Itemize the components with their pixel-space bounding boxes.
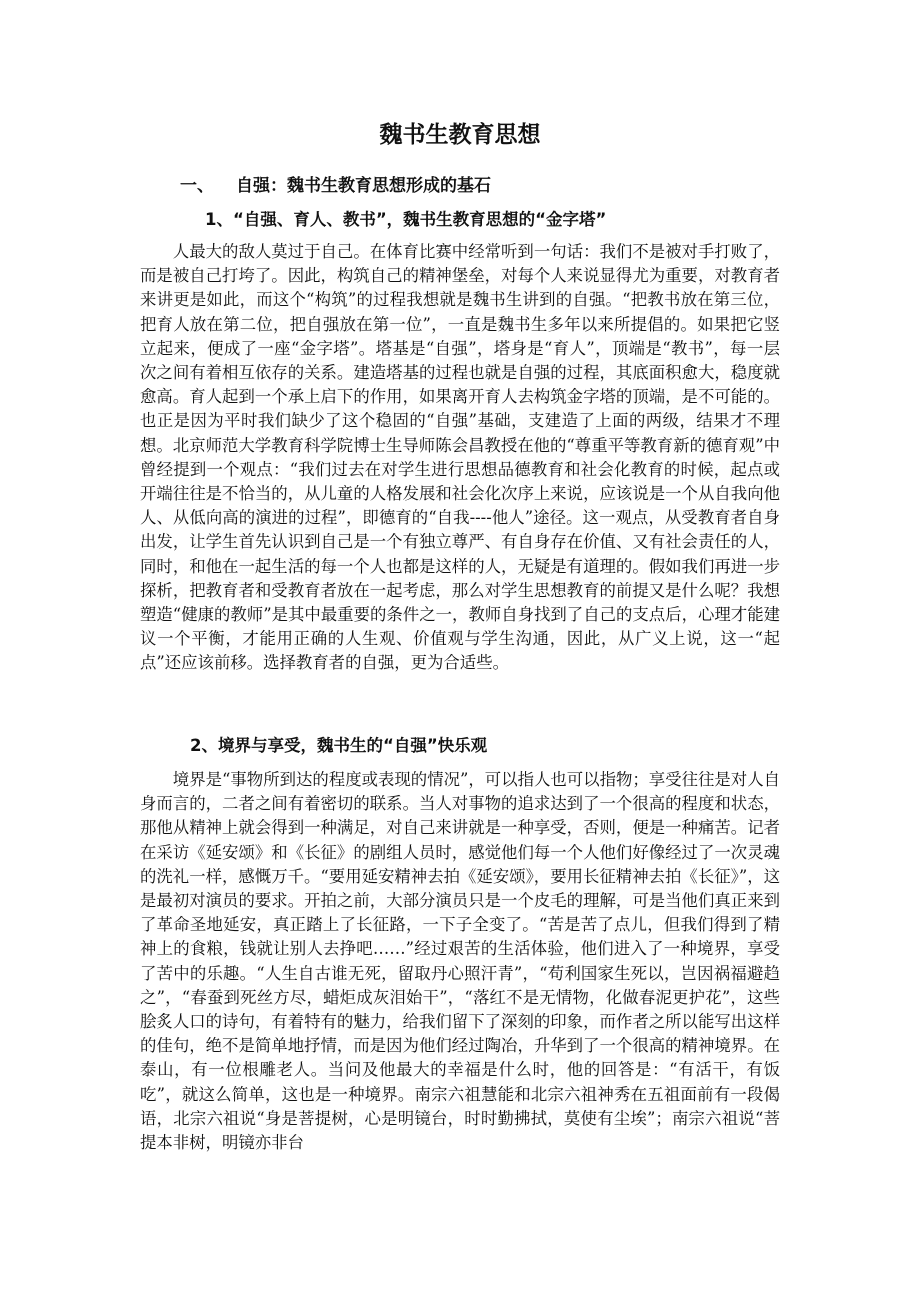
section-title: 自强：魏书生教育思想形成的基石	[236, 176, 491, 196]
subsection-1-paragraph: 人最大的敌人莫过于自己。在体育比赛中经常听到一句话：我们不是被对手打败了，而是被自己打垮了。因此，构筑自己的精神堡垒，对每个人来说显得尤为重要，对教育者来讲更是如此，而这个“构筑”的过程我想就是魏书生讲到的自强。“把教书放在第三位，把育人放在第二位，把自强放在第一位”，一直是魏书生多年以来所提倡的。如果把它竖立起来，便成了一座“金字塔”。塔基是“自强”，塔身是“育人”，顶端是“教书”，每一层次之间有着相互依存的关系。建造塔基的过程也就是自强的过程，其底面积愈大，稳度就愈高。育人起到一个承上启下的作用，如果离开育人去构筑金字塔的顶端，是不可能的。也正是因为平时我们缺少了这个稳固的“自强”基础，支建造了上面的两级，结果才不理想。北京师范大学教育科学院博士生导师陈会昌教授在他的“尊重平等教育新的德育观”中曾经提到一个观点：“我们过去在对学生进行思想品德教育和社会化教育的时候，起点或开端往往是不恰当的，从儿童的人格发展和社会化次序上来说，应该说是一个从自我向他人、从低向高的演进的过程”，即德育的“自我----他人”途径。这一观点，从受教育者自身出发，让学生首先认识到自己是一个有独立尊严、有自身存在价值、又有社会责任的人，同时，和他在一起生活的每一个人也都是这样的人，无疑是有道理的。假如我们再进一步探析，把教育者和受教育者放在一起考虑，那么对学生思想教育的前提又是什么呢？我想塑造“健康的教师”是其中最重要的条件之一，教师自身找到了自己的支点后，心理才能建议一个平衡，才能用正确的人生观、价值观与学生沟通，因此，从广义上说，这一“起点”还应该前移。选择教育者的自强，更为合适些。	[140, 242, 780, 673]
section-heading	[180, 172, 491, 200]
subsection-1-title: 1、“自强、育人、教书”，魏书生教育思想的“金字塔”	[205, 210, 607, 229]
section-number: 一、	[180, 176, 214, 196]
subsection-2-paragraph: 境界是“事物所到达的程度或表现的情况”，可以指人也可以指物；享受往往是对人自身而言的，二者之间有着密切的联系。当人对事物的追求达到了一个很高的程度和状态，那他从精神上就会得到一种满足，对自己来讲就是一种享受，否则，便是一种痛苦。记者在采访《延安颂》和《长征》的剧组人员时，感觉他们每一个人他们好像经过了一次灵魂的洗礼一样，感慨万千。“要用延安精神去拍《延安颂》，要用长征精神去拍《长征》”，这是最初对演员的要求。开拍之前，大部分演员只是一个皮毛的理解，可是当他们真正来到了革命圣地延安，真正踏上了长征路，一下子全变了。“苦是苦了点儿，但我们得到了精神上的食粮，钱就让别人去挣吧……”经过艰苦的生活体验，他们进入了一种境界，享受了苦中的乐趣。“人生自古谁无死，留取丹心照汗青”，“苟利国家生死以，岂因祸福避趋之”，“春蚕到死丝方尽，蜡炬成灰泪始干”，“落红不是无情物，化做春泥更护花”，这些脍炙人口的诗句，有着特有的魅力，给我们留下了深刻的印象，而作者之所以能写出这样的佳句，绝不是简单地抒情，而是因为他们经过陶冶，升华到了一个很高的精神境界。在泰山，有一位根雕老人。当问及他最大的幸福是什么时，他的回答是：“有活干，有饭吃”，就这么简单，这也是一种境界。南宗六祖慧能和北宗六祖神秀在五祖面前有一段偈语，北宗六祖说“身是菩提树，心是明镜台，时时勤拂拭，莫使有尘埃”；南宗六祖说“菩提本非树，明镜亦非台	[140, 770, 780, 1153]
subsection-2-title: 2、境界与享受，魏书生的“自强”快乐观	[190, 736, 488, 755]
document-title: 魏书生教育思想	[379, 122, 541, 148]
